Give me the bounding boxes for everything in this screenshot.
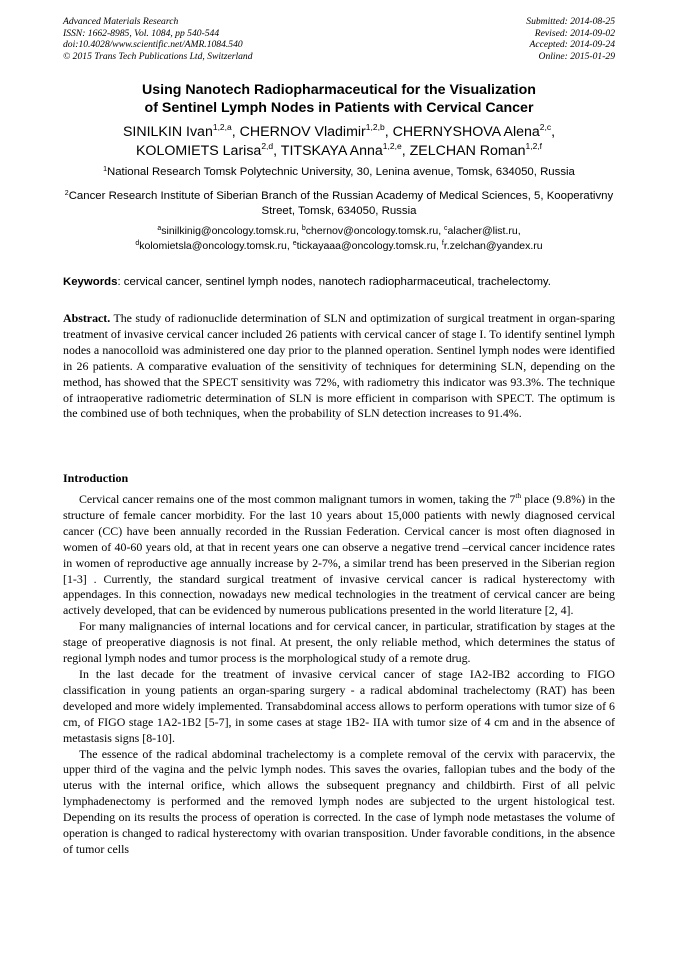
author-affiliation-mark: 1,2,b [365,122,385,132]
introduction-body [63,492,615,858]
email-mark: a [157,225,162,232]
submitted-date: Submitted: 2014-08-25 [526,16,615,27]
author-name: CHERNOV Vladimir [239,124,366,140]
author-affiliation-mark: 1,2,a [212,122,232,132]
title-line-2: of Sentinel Lymph Nodes in Patients with Cervical Cancer [144,100,534,116]
affiliation-mark: 2 [64,190,69,197]
journal-header-right [526,16,615,62]
author-separator: , [384,124,393,140]
abstract [63,311,615,422]
keywords-text: : cervical cancer, sentinel lymph nodes, nanotech radiopharmaceutical, trachelectomy. [117,276,551,288]
paragraph: In the last decade for the treatment of invasive cervical cancer of stage IA2-IB2 according to FIGO classification in young patients an organ-sparing surgery - a radical abdominal trachelectomy (RAT) has been developed and more widely implemented. Transabdominal access allows to perform operations with tumor size of 6 cm, of FIGO stage 1A2-1B2 [5-7], in some cases at stage 1B2- IIA with tumor size of 4 cm and in the absence of metastasis signs [8-10]. [63,666,615,745]
author-affiliation-mark: 1,2,e [382,141,402,151]
revised-date: Revised: 2014-09-02 [534,27,615,39]
journal-copyright: © 2015 Trans Tech Publications Ltd, Switzerland [63,50,253,62]
email-address[interactable]: sinilkinig@oncology.tomsk.ru, [161,225,302,237]
author-separator: , [551,124,556,140]
ordinal-suffix: th [515,491,522,500]
email-mark: e [292,240,297,247]
author-name: CHERNYSHOVA Alena [392,124,540,140]
email-address[interactable]: chernov@oncology.tomsk.ru, [305,225,445,237]
author-name: TITSKAYA Anna [280,143,383,159]
author-affiliation-mark: 1,2,f [525,141,543,151]
paragraph-text: Cervical cancer remains one of the most common malignant tumors in women, taking the 7 [79,492,516,506]
author-name: KOLOMIETS Larisa [135,143,262,159]
abstract-text: The study of radionuclide determination of SLN and optimization of surgical treatment in organ-sparing treatment of invasive cervical cancer included 26 patients with cervical cancer of stage I. To identify sentinel lymph nodes a nanocolloid was administered one day prior to the planned operation. Sentinel lymph nodes were identified in 26 patients. A comparative evaluation of the sensitivity of techniques for determining SLN, depending on the method, has showed that the SPECT sensitivity was 72%, with radiometry this indicator was 93.3%. The technique of intraoperative radiometric determination of SLN is more efficient in comparison with SPECT. The optimum is the combined use of both techniques, when the probability of SLN detection increases to 91.4%. [63,311,615,421]
online-date: Online: 2015-01-29 [538,50,615,62]
journal-issn: ISSN: 1662-8985, Vol. 1084, pp 540-544 [63,27,220,39]
affiliation-text: National Research Tomsk Polytechnic University, 30, Lenina avenue, Tomsk, 634050, Russia [107,166,575,178]
paragraph: The essence of the radical abdominal trachelectomy is a complete removal of the cervix with paracervix, the upper third of the vagina and the pelvic lymph nodes. This saves the ovaries, fallopian tubes and the body of the uterus with the internal orifice, which allows the subsequent pregnancy and childbirth. First of all pelvic lymphadenectomy is performed and the removed lymph nodes are subjected to the urgent histological test. Depending on its results the process of operation is corrected. In the case of lymph node metastases the volume of operation is changed to radical hysterectomy with ovarian transposition. Under favorable conditions, in the absence of tumor cells [63,746,615,856]
author-list [40,123,638,161]
email-address[interactable]: r.zelchan@yandex.ru [443,240,543,252]
author-emails [50,224,628,254]
abstract-label: Abstract. [63,311,111,325]
introduction-heading: Introduction [63,471,129,485]
journal-header-left [63,16,253,62]
email-mark: b [301,225,306,232]
email-mark: f [441,240,444,247]
paper-title [40,81,638,117]
author-separator: , [273,143,281,159]
keywords [63,275,615,289]
author-name: SINILKIN Ivan [122,124,213,140]
journal-name: Advanced Materials Research [63,16,179,27]
title-line-1: Using Nanotech Radiopharmaceutical for the Visualization [142,82,536,98]
email-address[interactable]: tickayaaa@oncology.tomsk.ru, [296,240,442,252]
author-affiliation-mark: 2,c [539,122,552,132]
affiliation-text: Cancer Research Institute of Siberian Branch of the Russian Academy of Medical Sciences, 5, Kooperativny Street, Tomsk, 634050, Russia [68,190,614,217]
affiliation-1 [50,165,628,180]
paragraph [63,492,615,619]
author-name: ZELCHAN Roman [409,143,526,159]
keywords-label: Keywords [63,276,118,288]
paragraph: For many malignancies of internal locations and for cervical cancer, in particular, stratification by stages at the stage of preoperative diagnosis is not final. At present, the only reliable method, which determines the status of regional lymph nodes and tumor process is the morphological study of a remote drug. [63,619,615,666]
author-separator: , [231,124,240,140]
email-address[interactable]: alacher@list.ru, [447,225,521,237]
email-mark: c [444,225,448,232]
paragraph-text: place (9.8%) in the structure of female cancer morbidity. For the last 10 years about 15,000 patients with newly diagnosed cervical cancer (CC) have been annually recorded in the Russian Federation. Cervical cancer is most often diagnosed in women of 40-60 years old, at that in recent years one can observe a negative trend –cervical cancer incidence rates in women of reproductive age annually increase by 2-7%, a similar trend has been preserved in the Siberian region [1-3] . Currently, the standard surgical treatment of invasive cervical cancer is radical hysterectomy with appendages. In this connection, nowadays new medical technologies in the treatment of cervical cancer are being actively developed, that can be evidenced by numerous publications presented in the world literature [2, 4]. [63,492,615,618]
accepted-date: Accepted: 2014-09-24 [529,39,615,51]
email-address[interactable]: kolomietsla@oncology.tomsk.ru, [139,240,293,252]
affiliation-2 [50,189,628,219]
email-mark: d [135,240,140,247]
author-affiliation-mark: 2,d [261,141,274,151]
journal-doi[interactable]: doi:10.4028/www.scientific.net/AMR.1084.540 [63,39,243,51]
affiliation-mark: 1 [103,166,107,173]
author-separator: , [401,143,410,159]
